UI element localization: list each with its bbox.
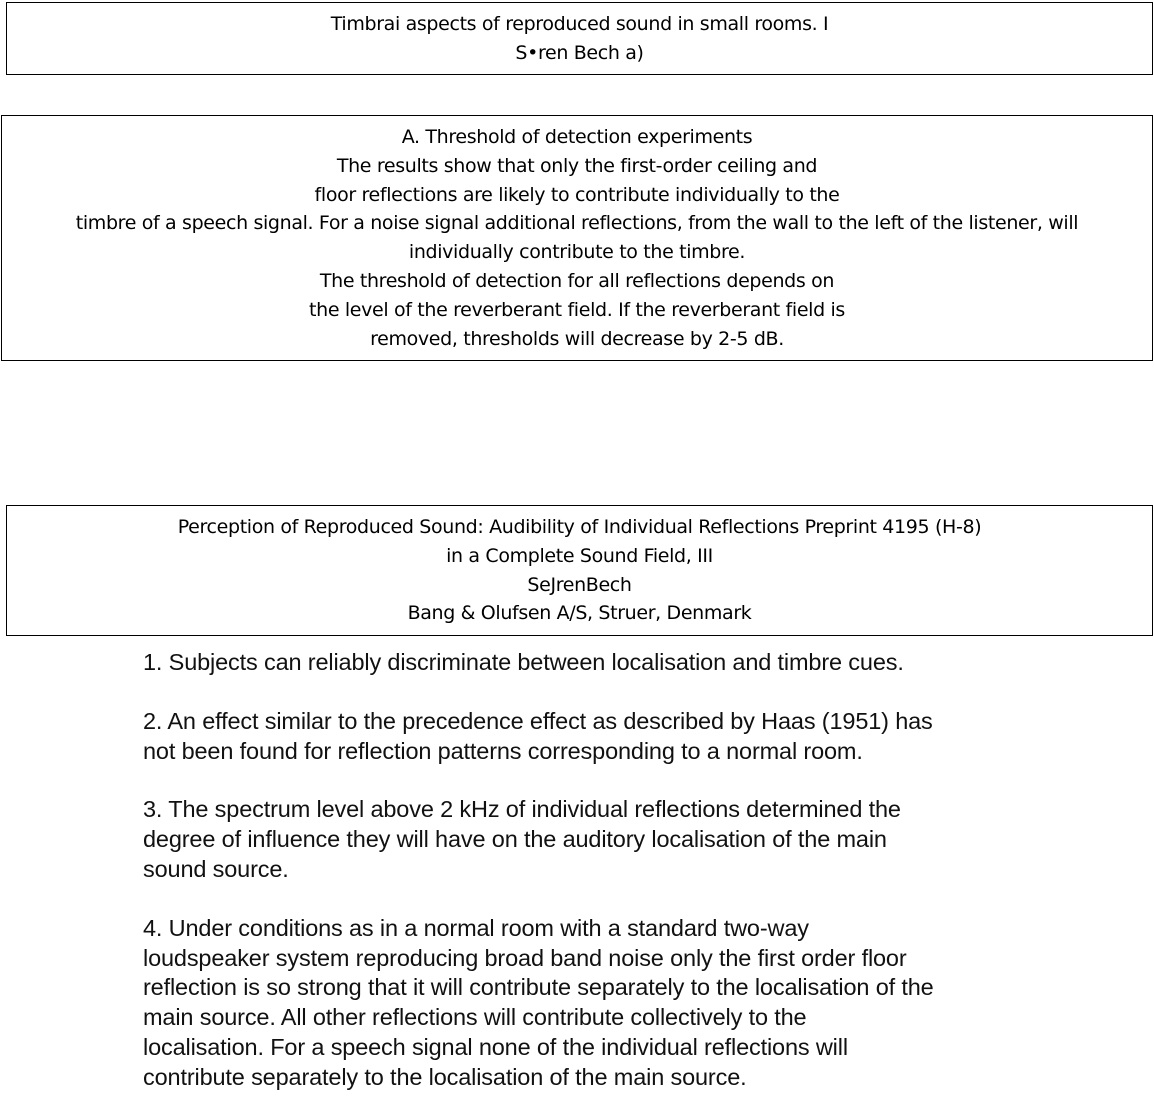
preprint-affiliation: Bang & Olufsen A/S, Struer, Denmark xyxy=(407,602,752,625)
threshold-text-line: timbre of a speech signal. For a noise signal additional reflections, from the wall to the left of the listener, will xyxy=(75,212,1079,235)
conclusion-line: loudspeaker system reproducing broad band noise only the first order floor xyxy=(143,944,907,971)
threshold-summary-box xyxy=(1,115,1153,361)
conclusion-line: 1. Subjects can reliably discriminate between localisation and timbre cues. xyxy=(143,649,904,675)
threshold-text-line: floor reflections are likely to contribute individually to the xyxy=(314,183,840,206)
threshold-text-line: individually contribute to the timbre. xyxy=(408,241,746,264)
citation-box-timbral-aspects xyxy=(6,2,1153,75)
threshold-text-line: The threshold of detection for all reflections depends on xyxy=(319,269,835,292)
citation-author: S•ren Bech a) xyxy=(515,41,644,64)
preprint-title-line: in a Complete Sound Field, III xyxy=(446,544,713,567)
conclusion-line: sound source. xyxy=(143,855,289,882)
conclusion-line: degree of influence they will have on the auditory localisation of the main xyxy=(143,826,887,853)
citation-box-preprint xyxy=(6,505,1153,636)
conclusion-item-3 xyxy=(143,795,1043,884)
threshold-text-line: The results show that only the first-order ceiling and xyxy=(336,154,818,177)
citation-title: Timbrai aspects of reproduced sound in small rooms. I xyxy=(330,13,829,35)
conclusion-item-1 xyxy=(143,648,1043,678)
conclusion-line: main source. All other reflections will contribute collectively to the xyxy=(143,1004,807,1031)
conclusion-line: not been found for reflection patterns corresponding to a normal room. xyxy=(143,737,863,764)
conclusion-item-4 xyxy=(143,914,1043,1093)
preprint-title-line: Perception of Reproduced Sound: Audibility of Individual Reflections Preprint 4195 (H-8) xyxy=(177,516,982,538)
conclusion-item-2 xyxy=(143,707,1043,767)
conclusion-line: reflection is so strong that it will contribute separately to the localisation of the xyxy=(143,974,934,1001)
conclusion-line: contribute separately to the localisation of the main source. xyxy=(143,1063,747,1090)
preprint-author: SeJrenBech xyxy=(527,573,632,596)
conclusion-line: localisation. For a speech signal none of the individual reflections will xyxy=(143,1033,848,1060)
conclusion-line: 2. An effect similar to the precedence effect as described by Haas (1951) has xyxy=(143,707,933,734)
conclusions-list xyxy=(143,648,1043,1093)
conclusion-line: 3. The spectrum level above 2 kHz of individual reflections determined the xyxy=(143,796,901,823)
threshold-text-line: the level of the reverberant field. If the reverberant field is xyxy=(309,298,845,321)
conclusion-line: 4. Under conditions as in a normal room with a standard two-way xyxy=(143,914,809,941)
threshold-heading: A. Threshold of detection experiments xyxy=(401,126,753,148)
threshold-text-line: removed, thresholds will decrease by 2-5 dB. xyxy=(370,327,784,350)
